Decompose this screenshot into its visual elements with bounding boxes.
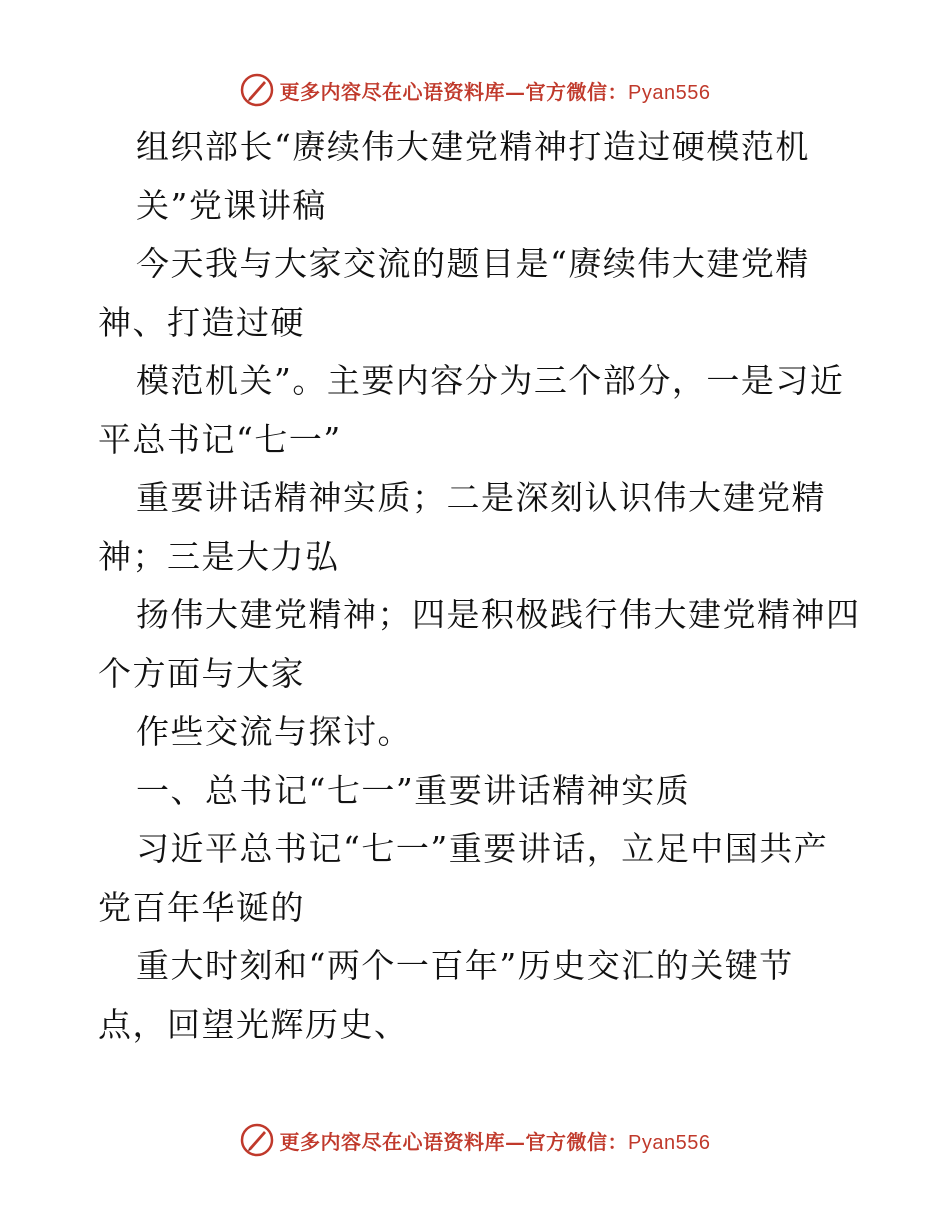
text-line: 习近平总书记“七一”重要讲话，立足中国共产 (136, 829, 829, 868)
footer-brand-text: 更多内容尽在心语资料库 (279, 1129, 506, 1154)
text-line: 神、打造过硬 (98, 302, 305, 342)
footer-banner-text (280, 1126, 711, 1155)
text-line: 平总书记“七一” (98, 419, 342, 459)
text-line: 点，回望光辉历史、 (98, 1004, 409, 1044)
text-line: 模范机关”。主要内容分为三个部分，一是习近 (136, 361, 845, 400)
quill-logo-icon (240, 73, 274, 107)
header-banner-text (280, 76, 711, 105)
text-line: 党百年华诞的 (98, 887, 305, 927)
section-heading: 一、总书记“七一”重要讲话精神实质 (136, 770, 691, 810)
text-line: 个方面与大家 (98, 653, 305, 693)
quill-logo-icon (240, 1123, 274, 1157)
header-wechat-id: Pyan556 (628, 81, 711, 104)
footer-banner (0, 1120, 950, 1160)
text-line: 关”党课讲稿 (136, 185, 327, 225)
text-line: 今天我与大家交流的题目是“赓续伟大建党精 (136, 244, 810, 283)
header-brand-text: 更多内容尽在心语资料库 (279, 79, 506, 104)
header-banner (0, 70, 950, 110)
text-line: 重要讲话精神实质；二是深刻认识伟大建党精 (136, 478, 826, 517)
text-line: 神；三是大力弘 (98, 536, 340, 576)
text-line: 作些交流与探讨。 (136, 712, 412, 751)
text-line: 重大时刻和“两个一百年”历史交汇的关键节 (136, 946, 794, 985)
header-separator: — (505, 79, 526, 104)
text-line: 组织部长“赓续伟大建党精神打造过硬模范机 (136, 127, 810, 166)
footer-wechat-id: Pyan556 (628, 1131, 711, 1154)
footer-separator: — (505, 1129, 526, 1154)
text-line: 扬伟大建党精神；四是积极践行伟大建党精神四 (136, 595, 861, 634)
header-suffix-text: 官方微信： (525, 79, 629, 104)
document-body (98, 118, 861, 1054)
footer-suffix-text: 官方微信： (525, 1129, 629, 1154)
